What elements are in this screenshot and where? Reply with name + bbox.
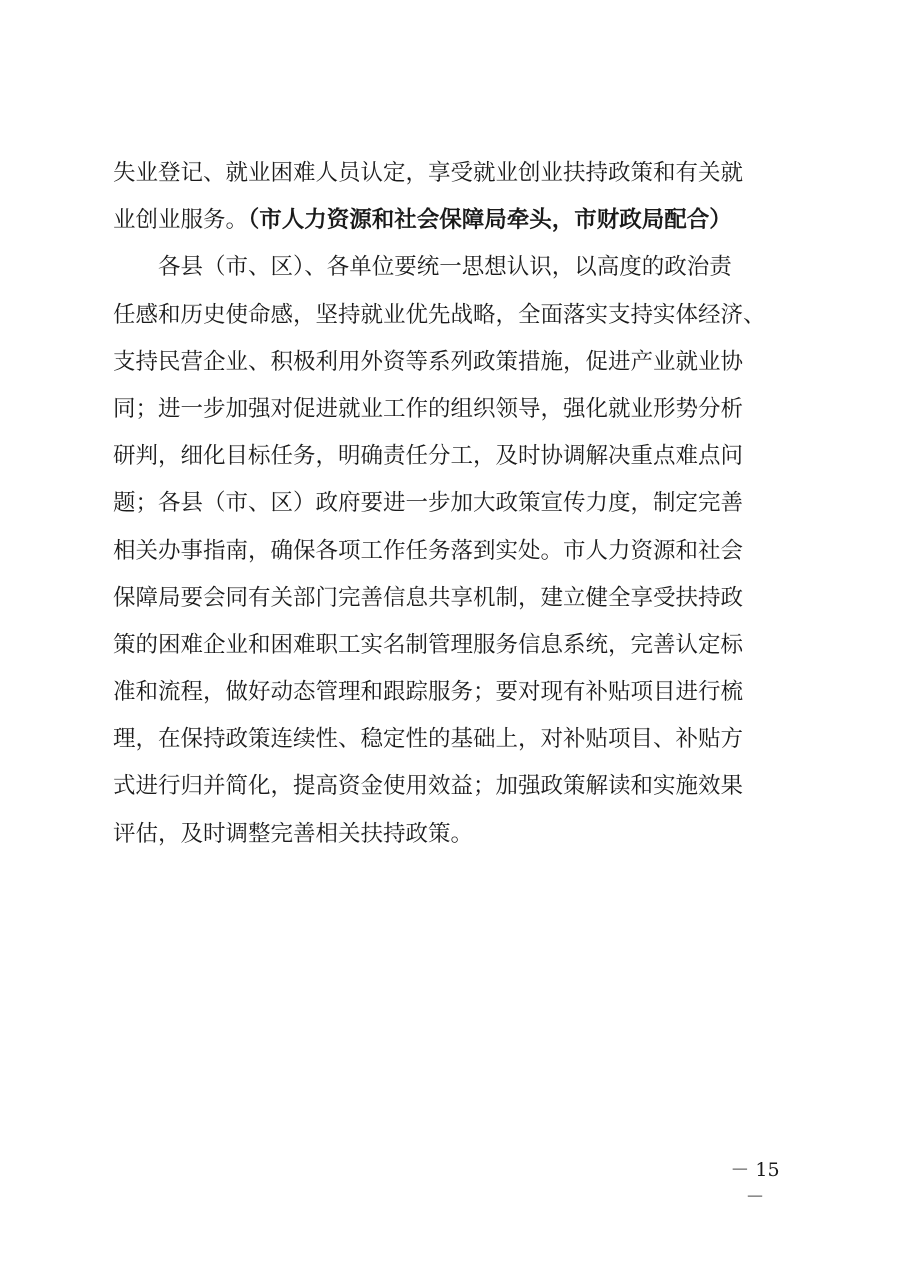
paragraph-line bbox=[113, 197, 793, 244]
paragraph-line: 题；各县（市、区）政府要进一步加大政策宣传力度，制定完善 bbox=[113, 490, 744, 517]
paragraph-line: 失业登记、就业困难人员认定，享受就业创业扶持政策和有关就 bbox=[113, 160, 744, 186]
body-text bbox=[113, 150, 793, 858]
paragraph-line: 研判，细化目标任务，明确责任分工，及时协调解决重点难点问 bbox=[113, 443, 744, 470]
paragraph-line: 相关办事指南，确保各项工作任务落到实处。市人力资源和社会 bbox=[113, 537, 744, 564]
paragraph-line: 策的困难企业和困难职工实名制管理服务信息系统，完善认定标 bbox=[113, 631, 744, 658]
responsibility-note: （市人力资源和社会保障局牵头，市财政局配合） bbox=[248, 207, 732, 234]
paragraph-line: 同；进一步加强对促进就业工作的组织领导，强化就业形势分析 bbox=[113, 395, 744, 422]
paragraph-line: 任感和历史使命感，坚持就业优先战略，全面落实支持实体经济、 bbox=[113, 301, 766, 328]
paragraph-text: 业创业服务。 bbox=[113, 207, 249, 234]
paragraph-line: 准和流程，做好动态管理和跟踪服务；要对现有补贴项目进行梳 bbox=[113, 679, 744, 706]
paragraph-line: 各县（市、区）、各单位要统一思想认识，以高度的政治责 bbox=[158, 254, 732, 281]
paragraph-line: 保障局要会同有关部门完善信息共享机制，建立健全享受扶持政 bbox=[113, 584, 744, 611]
page-number: － 15 － bbox=[730, 1159, 780, 1208]
paragraph-line: 理，在保持政策连续性、稳定性的基础上，对补贴项目、补贴方 bbox=[113, 726, 744, 753]
paragraph-line: 评估，及时调整完善相关扶持政策。 bbox=[113, 820, 474, 847]
paragraph-line: 支持民营企业、积极利用外资等系列政策措施，促进产业就业协 bbox=[113, 348, 744, 375]
paragraph-line: 式进行归并简化，提高资金使用效益；加强政策解读和实施效果 bbox=[113, 773, 744, 800]
